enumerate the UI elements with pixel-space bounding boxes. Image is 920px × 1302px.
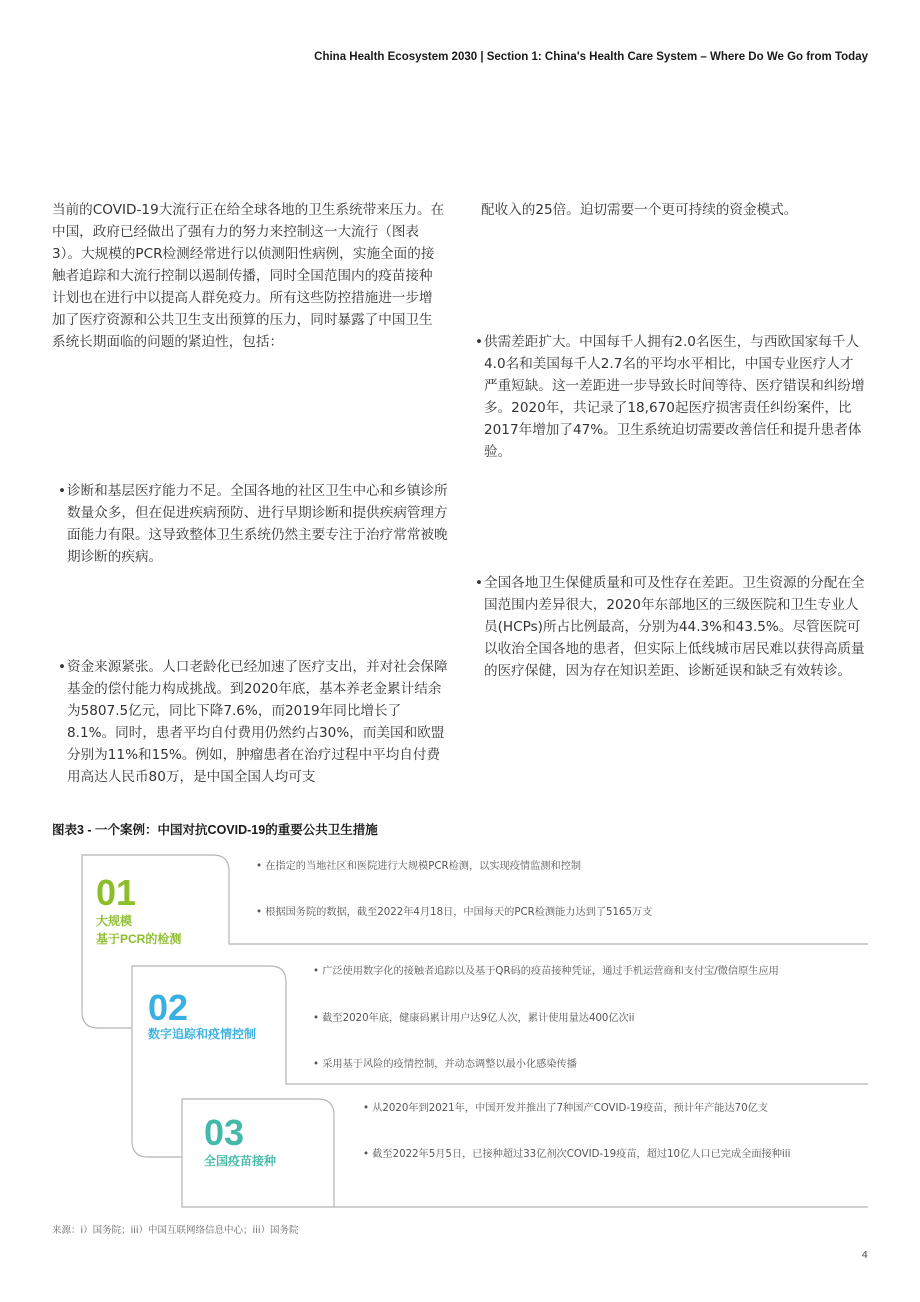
step-02-item: • 截至2020年底，健康码累计用户达9亿人次，累计使用量达400亿次ii xyxy=(313,1013,635,1024)
continuation-paragraph: 配收入的25倍。迫切需要一个更可持续的资金模式。 xyxy=(481,202,798,218)
step-03-item: • 从2020年到2021年，中国开发并推出了7种国产COVID-19疫苗，预计年产能达70亿支 xyxy=(363,1103,769,1114)
source-note: 来源：i）国务院；iii）中国互联网络信息中心；iii）国务院 xyxy=(52,1225,299,1236)
bullet-text: 全国各地卫生保健质量和可及性存在差距。卫生资源的分配在全国范围内差异很大，2020年东部地区的三级医院和卫生专业人员(HCPs)所占比例最高，分别为44.3%和43.5%。尽管医院可以收治全国各地的患者，但实际上低线城市居民难以获得高质量的医疗保健，因为存在知识差距、诊断延误和缺乏有效转诊。 xyxy=(484,575,865,679)
step-03-item: • 截至2022年5月5日，已接种超过33亿剂次COVID-19疫苗，超过10亿人口已完成全面接种iii xyxy=(363,1149,791,1160)
bullet-text: 资金来源紧张。人口老龄化已经加速了医疗支出，并对社会保障基金的偿付能力构成挑战。到2020年底，基本养老金累计结余为5807.5亿元，同比下降7.6%，而2019年同比增长了8.1%。同时，患者平均自付费用仍然约占30%，而美国和欧盟分别为11%和15%。例如，肿瘤患者在治疗过程中平均自付费用高达人民币80万，是中国全国人均可支 xyxy=(67,659,448,785)
bullet-item-quality-gap xyxy=(475,572,867,682)
bullet-dot: • xyxy=(58,659,67,675)
step-03-number: 03 xyxy=(204,1112,245,1153)
bullet-item-diagnosis xyxy=(58,480,448,568)
step-02-item: • 采用基于风险的疫情控制，并动态调整以最小化感染传播 xyxy=(313,1059,577,1070)
step-02-number: 02 xyxy=(148,987,189,1028)
running-header: China Health Ecosystem 2030 | Section 1: China's Health Care System – Where Do We Go from Today xyxy=(314,51,868,63)
intro-paragraph: 当前的COVID-19大流行正在给全球各地的卫生系统带来压力。在中国，政府已经做出了强有力的努力来控制这一大流行（图表3）。大规模的PCR检测经常进行以侦测阳性病例，实施全面的接触者追踪和大流行控制以遏制传播，同时全国范围内的疫苗接种计划也在进行中以提高人群免疫力。所有这些防控措施进一步增加了医疗资源和公共卫生支出预算的压力，同时暴露了中国卫生系统长期面临的问题的紧迫性，包括： xyxy=(52,202,445,350)
bullet-dot: • xyxy=(475,334,484,350)
step-01-item: • 在指定的当地社区和医院进行大规模PCR检测，以实现疫情监测和控制 xyxy=(256,861,582,872)
step-01-label-line1: 大规模 xyxy=(96,914,133,928)
bullet-dot: • xyxy=(475,575,484,591)
step-01-frame xyxy=(82,855,868,1028)
bullet-dot: • xyxy=(58,483,67,499)
page-number: 4 xyxy=(861,1250,868,1261)
bullet-text: 供需差距扩大。中国每千人拥有2.0名医生，与西欧国家每千人4.0名和美国每千人2.7名的平均水平相比，中国专业医疗人才严重短缺。这一差距进一步导致长时间等待、医疗错误和纠纷增多。2020年，共记录了18,670起医疗损害责任纠纷案件，比2017年增加了47%。卫生系统迫切需要改善信任和提升患者体验。 xyxy=(484,334,865,460)
step-02-label: 数字追踪和疫情控制 xyxy=(148,1027,257,1041)
step-02-item: • 广泛使用数字化的接触者追踪以及基于QR码的疫苗接种凭证，通过手机运营商和支付宝/微信原生应用 xyxy=(313,966,779,977)
figure-title: 图表3 - 一个案例：中国对抗COVID-19的重要公共卫生措施 xyxy=(52,823,378,837)
bullet-item-funding xyxy=(58,656,448,788)
step-01-number: 01 xyxy=(96,872,137,913)
bullet-item-supply-demand xyxy=(475,331,867,463)
step-01-label-line2: 基于PCR的检测 xyxy=(96,932,182,946)
bullet-text: 诊断和基层医疗能力不足。全国各地的社区卫生中心和乡镇诊所数量众多，但在促进疾病预防、进行早期诊断和提供疾病管理方面能力有限。这导致整体卫生系统仍然主要专注于治疗常常被晚期诊断的疾病。 xyxy=(67,483,448,565)
step-01-item: • 根据国务院的数据，截至2022年4月18日，中国每天的PCR检测能力达到了5165万支 xyxy=(256,907,653,918)
step-03-label: 全国疫苗接种 xyxy=(204,1154,277,1168)
